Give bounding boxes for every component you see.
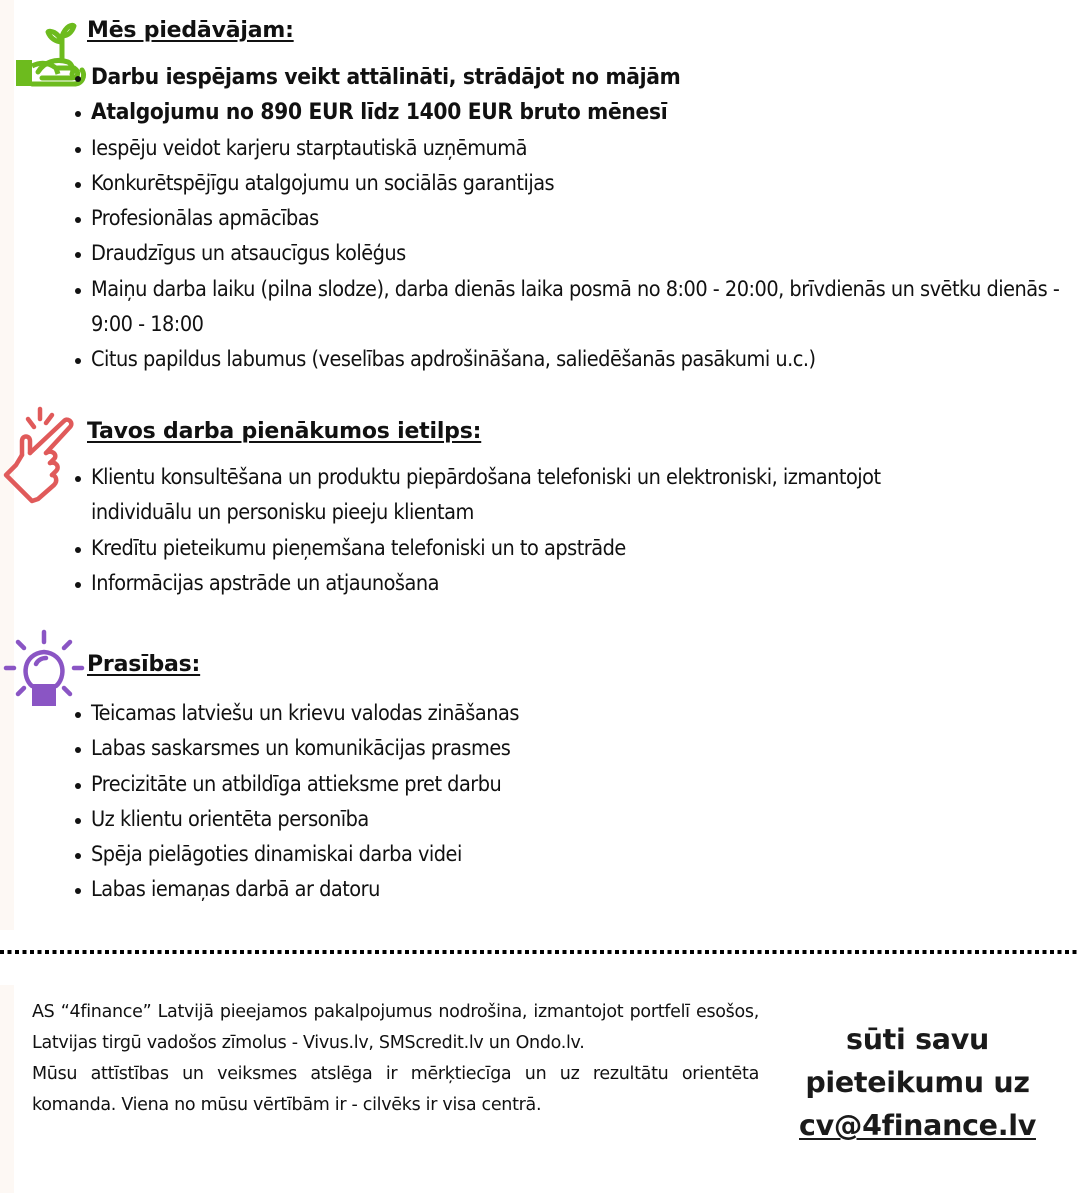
list-item: Profesionālas apmācības	[72, 201, 1062, 236]
cta-line: pieteikumu uz	[805, 1066, 1030, 1099]
list-item: Klientu konsultēšana un produktu piepārdošana telefoniski un elektroniski, izmantojot individuālu un personisku pieeju klientam	[72, 460, 1062, 531]
offer-list	[72, 60, 1062, 378]
apply-email-link[interactable]: cv@4finance.lv	[799, 1109, 1036, 1142]
list-item: Konkurētspējīgu atalgojumu un sociālās garantijas	[72, 166, 1062, 201]
dotted-divider	[0, 950, 1077, 954]
list-item: Atalgojumu no 890 EUR līdz 1400 EUR bruto mēnesī	[72, 95, 1062, 130]
left-edge-strip-footer	[0, 985, 14, 1193]
apply-call-to-action	[790, 1018, 1045, 1147]
company-description-paragraph: AS “4finance” Latvijā pieejamos pakalpojumus nodrošina, izmantojot portfelī esošos, Latvijas tirgū vadošos zīmolus - Vivus.lv, SMScredit.lv un Ondo.lv.	[32, 1002, 759, 1053]
list-item: Labas saskarsmes un komunikācijas prasmes	[72, 731, 1062, 766]
duties-list	[72, 460, 1062, 601]
list-item: Teicamas latviešu un krievu valodas zināšanas	[72, 696, 1062, 731]
list-item: Draudzīgus un atsaucīgus kolēģus	[72, 236, 1062, 271]
duties-heading: Tavos darba pienākumos ietilps:	[87, 419, 482, 444]
list-item: Maiņu darba laiku (pilna slodze), darba dienās laika posmā no 8:00 - 20:00, brīvdienās un svētku dienās - 9:00 - 18:00	[72, 272, 1062, 343]
requirements-heading: Prasības:	[87, 652, 201, 677]
company-description	[32, 997, 759, 1121]
list-item: Spēja pielāgoties dinamiskai darba videi	[72, 837, 1062, 872]
offer-heading: Mēs piedāvājam:	[87, 18, 294, 43]
list-item: Informācijas apstrāde un atjaunošana	[72, 566, 1062, 601]
cta-line: sūti savu	[846, 1023, 989, 1056]
pointing-hand-icon	[2, 405, 80, 505]
list-item: Darbu iespējams veikt attālināti, strādājot no mājām	[72, 60, 1062, 95]
list-item: Uz klientu orientēta personība	[72, 802, 1062, 837]
list-item: Iespēju veidot karjeru starptautiskā uzņēmumā	[72, 131, 1062, 166]
requirements-list	[72, 696, 1062, 908]
list-item: Labas iemaņas darbā ar datoru	[72, 872, 1062, 907]
list-item: Citus papildus labumus (veselības apdrošināšana, saliedēšanās pasākumi u.c.)	[72, 342, 1062, 377]
company-description-paragraph: Mūsu attīstības un veiksmes atslēga ir mērķtiecīga un uz rezultātu orientēta komanda. Viena no mūsu vērtībām ir - cilvēks ir visa centrā.	[32, 1064, 759, 1115]
list-item: Kredītu pieteikumu pieņemšana telefoniski un to apstrāde	[72, 531, 1062, 566]
list-item: Precizitāte un atbildīga attieksme pret darbu	[72, 767, 1062, 802]
